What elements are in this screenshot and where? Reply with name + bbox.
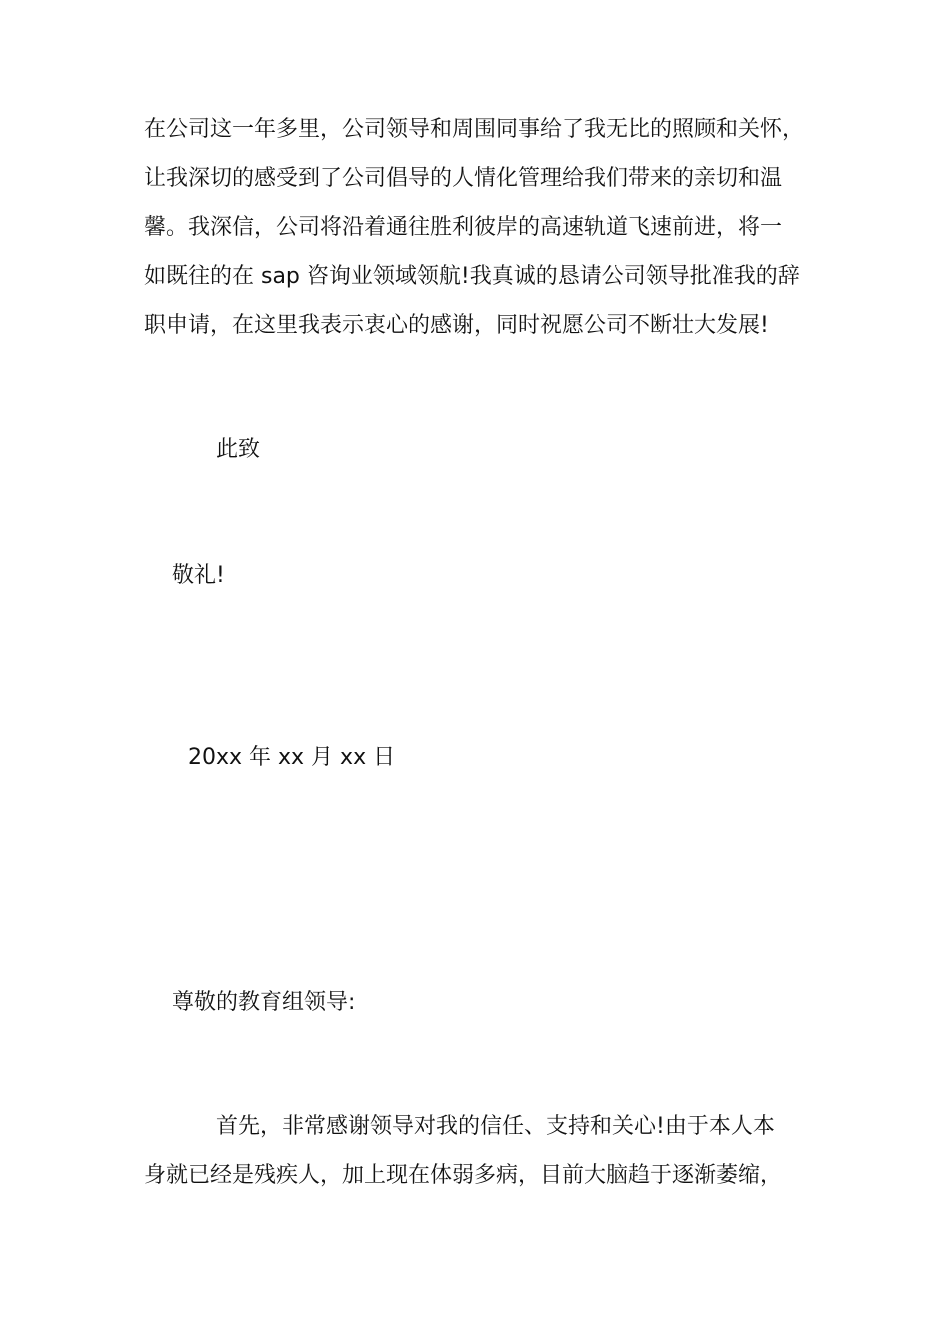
closing-cizhi: 此致 (216, 437, 261, 462)
letter-salutation: 尊敬的教育组领导: (172, 990, 356, 1015)
paragraph-line: 职申请，在这里我表示衷心的感谢，同时祝愿公司不断壮大发展! (144, 313, 769, 338)
letter-date: 20xx 年 xx 月 xx 日 (188, 745, 396, 770)
closing-jingli: 敬礼! (172, 563, 225, 588)
paragraph-line: 如既往的在 sap 咨询业领域领航!我真诚的恳请公司领导批准我的辞 (144, 264, 800, 289)
paragraph-line: 让我深切的感受到了公司倡导的人情化管理给我们带来的亲切和温 (144, 166, 783, 191)
paragraph-line: 首先，非常感谢领导对我的信任、支持和关心!由于本人本 (216, 1114, 775, 1139)
paragraph-line: 在公司这一年多里，公司领导和周围同事给了我无比的照顾和关怀， (144, 117, 805, 142)
paragraph-line: 馨。我深信，公司将沿着通往胜利彼岸的高速轨道飞速前进，将一 (144, 215, 783, 240)
paragraph-line: 身就已经是残疾人，加上现在体弱多病，目前大脑趋于逐渐萎缩， (144, 1163, 783, 1188)
